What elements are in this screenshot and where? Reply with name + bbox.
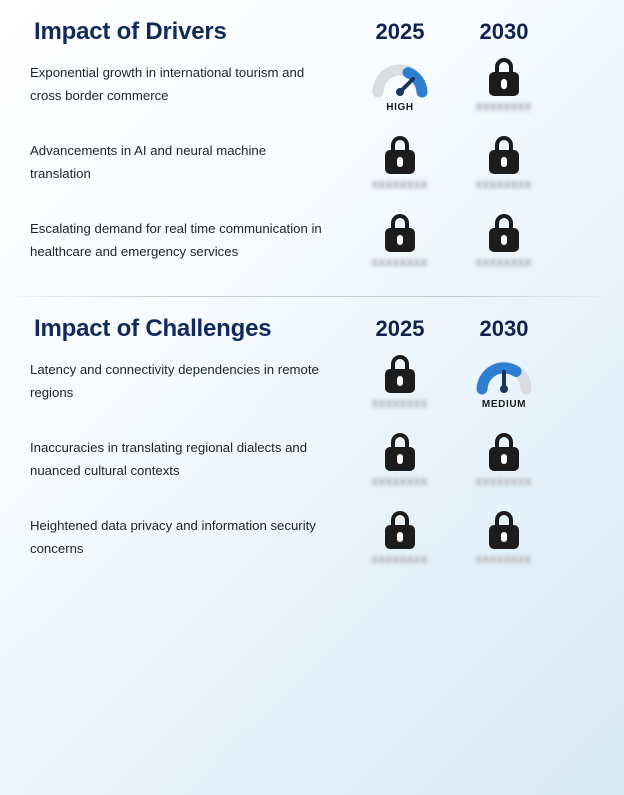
cell-2030[interactable] — [452, 214, 556, 268]
cell-2030[interactable] — [452, 136, 556, 190]
lock-icon[interactable] — [489, 511, 519, 549]
lock-icon[interactable] — [385, 433, 415, 471]
cell-2030[interactable] — [452, 58, 556, 112]
row-label: Latency and connectivity dependencies in remote regions — [30, 362, 319, 400]
cell-2025[interactable] — [348, 355, 452, 409]
obscured-level-label: XXXXXXXX — [475, 180, 533, 190]
table-row — [18, 124, 606, 202]
obscured-level-label: XXXXXXXX — [371, 477, 429, 487]
cell-2025[interactable] — [348, 136, 452, 190]
page-title: Impact of Drivers — [34, 18, 227, 45]
column-header-2025: 2025 — [375, 19, 425, 44]
section-header — [18, 0, 606, 46]
obscured-level-label: XXXXXXXX — [371, 180, 429, 190]
table-row — [18, 202, 606, 280]
cell-2025[interactable] — [348, 214, 452, 268]
section-header — [18, 297, 606, 343]
row-label: Advancements in AI and neural machine translation — [30, 143, 267, 181]
obscured-level-label: XXXXXXXX — [475, 258, 533, 268]
row-label: Escalating demand for real time communication in healthcare and emergency services — [30, 221, 322, 259]
obscured-level-label: XXXXXXXX — [475, 477, 533, 487]
cell-2025[interactable] — [348, 433, 452, 487]
lock-icon[interactable] — [489, 433, 519, 471]
column-header-2025: 2025 — [375, 316, 425, 341]
obscured-level-label: XXXXXXXX — [371, 555, 429, 565]
obscured-level-label: XXXXXXXX — [475, 555, 533, 565]
section-title-challenges: Impact of Challenges — [34, 315, 272, 342]
lock-icon[interactable] — [489, 136, 519, 174]
lock-icon[interactable] — [385, 355, 415, 393]
column-header-2030: 2030 — [479, 316, 529, 341]
table-row — [18, 343, 606, 421]
section-drivers — [0, 0, 624, 280]
gauge-icon — [372, 58, 428, 98]
cell-2030[interactable] — [452, 433, 556, 487]
column-header-2030: 2030 — [479, 19, 529, 44]
obscured-level-label: XXXXXXXX — [475, 102, 533, 112]
row-label: Heightened data privacy and information security concerns — [30, 518, 316, 556]
gauge-level-label: MEDIUM — [481, 398, 527, 410]
lock-icon[interactable] — [385, 214, 415, 252]
table-row — [18, 499, 606, 577]
obscured-level-label: XXXXXXXX — [371, 399, 429, 409]
section-challenges — [0, 297, 624, 577]
cell-2025 — [348, 58, 452, 113]
lock-icon[interactable] — [489, 58, 519, 96]
gauge-level-label: HIGH — [386, 101, 414, 113]
cell-2030[interactable] — [452, 511, 556, 565]
table-row — [18, 421, 606, 499]
gauge-icon — [476, 355, 532, 395]
row-label: Inaccuracies in translating regional dialects and nuanced cultural contexts — [30, 440, 308, 478]
lock-icon[interactable] — [385, 511, 415, 549]
row-label: Exponential growth in international tourism and cross border commerce — [30, 65, 305, 103]
lock-icon[interactable] — [489, 214, 519, 252]
cell-2030 — [452, 355, 556, 410]
cell-2025[interactable] — [348, 511, 452, 565]
obscured-level-label: XXXXXXXX — [371, 258, 429, 268]
table-row — [18, 46, 606, 124]
lock-icon[interactable] — [385, 136, 415, 174]
